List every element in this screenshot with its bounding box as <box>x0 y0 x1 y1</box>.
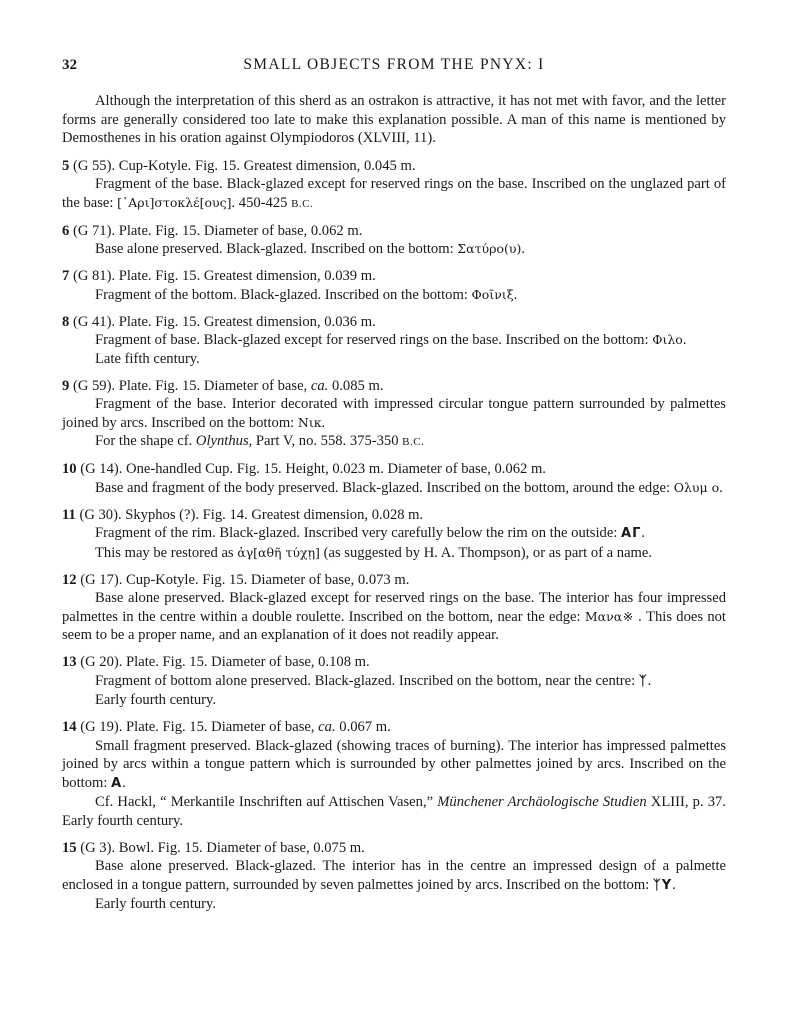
catalogue-entry <box>62 653 726 710</box>
era-label: B.C. <box>402 436 425 448</box>
catalogue-entry <box>62 157 726 214</box>
entry-heading-text: (G 81). Plate. Fig. 15. Greatest dimension, 0.039 m. <box>72 268 376 284</box>
entry-description <box>62 331 726 350</box>
entry-number: 7 <box>62 268 70 284</box>
catalogue-entry <box>62 839 726 914</box>
catalogue-entry <box>62 313 726 369</box>
entry-number: 5 <box>62 157 70 174</box>
note-text-end: XLIII, p. 37. Early fourth century. <box>62 794 726 829</box>
entry-heading-measure: 0.067 m. <box>339 719 391 735</box>
inscription: Φοῖνιξ <box>471 286 514 302</box>
entry-heading <box>62 839 726 858</box>
entry-number: 14 <box>62 719 77 735</box>
page-header <box>62 56 726 80</box>
description-text-end: . <box>513 286 518 303</box>
description-text: Fragment of the rim. Black-glazed. Inscribed very carefully below the rim on the outside: <box>95 525 618 541</box>
entry-heading <box>62 267 726 286</box>
description-text-end: . 450-425 <box>231 194 288 211</box>
inscription: ᛉΥ <box>652 877 673 893</box>
entry-description <box>62 240 726 259</box>
entry-heading-text: (G 30). Skyphos (?). Fig. 14. Greatest dimension, 0.028 m. <box>79 506 424 523</box>
entry-note: Early fourth century. <box>95 692 217 708</box>
entry-heading <box>62 222 726 241</box>
entry-heading-text: (G 41). Plate. Fig. 15. Greatest dimension, 0.036 m. <box>72 313 376 330</box>
entry-number: 15 <box>62 839 77 856</box>
inscription: ΑΓ <box>621 526 642 541</box>
entry-heading-text: (G 17). Cup-Kotyle. Fig. 15. Diameter of base, 0.073 m. <box>80 571 410 588</box>
entry-heading <box>62 653 726 672</box>
entry-heading-text: (G 20). Plate. Fig. 15. Diameter of base, 0.108 m. <box>80 654 370 670</box>
note-text-end: , Part V, no. 558. 375-350 <box>248 433 399 449</box>
entry-heading <box>62 313 726 332</box>
inscription: Φιλο <box>652 332 683 347</box>
entry-number: 11 <box>62 506 76 523</box>
entry-heading-text: (G 59). Plate. Fig. 15. Diameter of base, <box>72 377 308 394</box>
description-text: Base alone preserved. Black-glazed except for reserved rings on the base. The interior has four impressed palmettes in the centre within a double roulette. Inscribed on the bottom, near the edge: <box>62 590 726 625</box>
description-text: Base alone preserved. Black-glazed. The interior has in the centre an impressed design of a palmette enclosed in a tongue pattern, surrounded by seven palmettes joined by arcs. Inscribed on the bottom: <box>62 858 726 893</box>
description-text: Fragment of the base. Black-glazed except for reserved rings on the base. Inscribed on the unglazed part of the base: <box>62 176 726 211</box>
description-text: Base and fragment of the body preserved. Black-glazed. Inscribed on the bottom, around the edge: <box>95 479 671 496</box>
entry-number: 12 <box>62 571 77 588</box>
entry-note: Early fourth century. <box>95 896 217 912</box>
catalogue-entry <box>62 267 726 304</box>
entry-description <box>62 286 726 305</box>
description-text-end: . <box>647 672 652 689</box>
description-text-end: . <box>521 241 525 257</box>
catalogue-entry <box>62 718 726 830</box>
entry-description <box>62 672 726 692</box>
entry-number: 9 <box>62 377 70 394</box>
note-text: For the shape cf. <box>95 433 193 449</box>
cited-work: Olynthus <box>195 433 249 449</box>
entry-description <box>62 395 726 432</box>
entry-heading <box>62 571 726 590</box>
running-title: SMALL OBJECTS FROM THE PNYX: I <box>243 56 545 73</box>
entry-heading-text: (G 14). One-handled Cup. Fig. 15. Height, 0.023 m. Diameter of base, 0.062 m. <box>80 461 546 477</box>
description-text: Fragment of base. Black-glazed except for reserved rings on the base. Inscribed on the bottom: <box>95 332 649 348</box>
entry-heading <box>62 718 726 737</box>
entry-description <box>62 479 726 498</box>
entry-note: Late fifth century. <box>95 350 200 367</box>
entry-description <box>62 857 726 895</box>
entry-note <box>62 793 726 830</box>
description-text-end: . <box>682 332 687 348</box>
entry-number: 13 <box>62 654 77 670</box>
catalogue-entry <box>62 506 726 563</box>
inscription: [᾿Αρι]στοκλέ[ους] <box>117 194 232 210</box>
catalogue-entry <box>62 222 726 259</box>
entry-heading <box>62 157 726 176</box>
entry-number: 8 <box>62 313 70 330</box>
entry-heading <box>62 506 726 525</box>
catalogue-entry <box>62 460 726 497</box>
circa-label: ca. <box>310 377 329 394</box>
inscription: ᛉ <box>638 673 648 689</box>
entry-note <box>62 544 726 563</box>
entry-description <box>62 175 726 213</box>
inscription: Ολυμ ο <box>673 479 720 495</box>
description-text: Fragment of the bottom. Black-glazed. Inscribed on the bottom: <box>95 286 468 303</box>
description-text: Fragment of the base. Interior decorated with impressed circular tongue pattern surrounded by palmettes joined by arcs. Inscribed on the bottom: <box>62 396 726 431</box>
description-text: Fragment of bottom alone preserved. Black-glazed. Inscribed on the bottom, near the centre: <box>95 672 636 689</box>
note-text-end: (as suggested by H. A. Thompson), or as part of a name. <box>323 544 653 561</box>
entry-description <box>62 589 726 645</box>
description-text-end: . <box>641 525 646 541</box>
description-text-end: . <box>321 414 326 431</box>
entry-number: 10 <box>62 461 77 477</box>
cited-work: Münchener Archäologische Studien <box>437 794 647 810</box>
entry-heading-text: (G 3). Bowl. Fig. 15. Diameter of base, 0.075 m. <box>80 839 365 856</box>
description-text-end: . This does not seem to be a proper name, and an explanation of it does not readily appear. <box>62 608 726 643</box>
entry-number: 6 <box>62 222 70 239</box>
entry-heading-measure: 0.085 m. <box>331 377 384 394</box>
note-text: This may be restored as <box>95 544 234 561</box>
description-text-end: . <box>122 774 126 791</box>
description-text: Small fragment preserved. Black-glazed (showing traces of burning). The interior has impressed palmettes joined by arcs within a tongue pattern which is surrounded by other palmettes joined by arcs. Inscribed on the bottom: <box>62 737 726 791</box>
description-text-end: . <box>719 479 723 496</box>
catalogue-entry <box>62 377 726 452</box>
catalogue-entry <box>62 571 726 645</box>
inscription: A <box>111 775 123 791</box>
restored-inscription: ἀγ[αθῆ τύχῃ] <box>237 544 320 560</box>
description-text: Base alone preserved. Black-glazed. Inscribed on the bottom: <box>95 241 454 257</box>
entry-heading-text: (G 71). Plate. Fig. 15. Diameter of base, 0.062 m. <box>72 222 363 239</box>
entry-description <box>62 737 726 794</box>
entry-heading <box>62 377 726 396</box>
page-number: 32 <box>62 57 77 73</box>
entry-heading-text: (G 19). Plate. Fig. 15. Diameter of base, <box>80 719 315 735</box>
inscription: Σατύρο(υ) <box>457 241 522 256</box>
entry-heading-text: (G 55). Cup-Kotyle. Fig. 15. Greatest dimension, 0.045 m. <box>72 157 416 174</box>
era-label: B.C. <box>291 197 314 210</box>
circa-label: ca. <box>318 719 336 735</box>
page <box>62 56 726 922</box>
inscription: Νικ <box>297 414 322 430</box>
entry-description <box>62 524 726 544</box>
note-text: Cf. Hackl, “ Merkantile Inschriften auf Attischen Vasen,” <box>95 794 434 810</box>
description-text-end: . <box>672 876 676 893</box>
inscription: Μανα※ <box>584 608 634 624</box>
entry-heading <box>62 460 726 479</box>
entry-note <box>62 432 726 452</box>
intro-paragraph: Although the interpretation of this sherd as an ostrakon is attractive, it has not met with favor, and the letter forms are generally considered too late to make this explanation possible. A man of this name is mentioned by Demosthenes in his oration against Olympiodoros (XLVIII, 11). <box>62 93 726 146</box>
